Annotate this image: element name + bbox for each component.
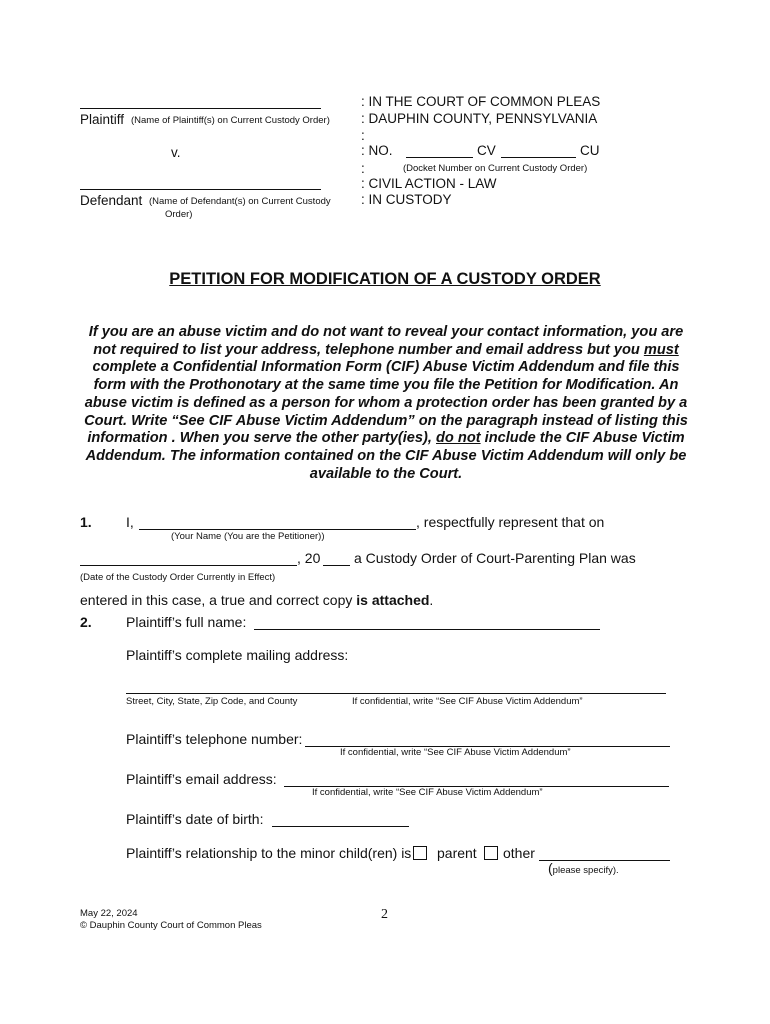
item-1-entered (80, 592, 433, 608)
parent-option-label: parent (437, 845, 477, 861)
specify-hint (548, 860, 619, 878)
document-title: PETITION FOR MODIFICATION OF A CUSTODY ORDER (169, 270, 601, 288)
defendant-hint: (Name of Defendant(s) on Current Custody (149, 196, 331, 207)
docket-cv-line[interactable] (501, 157, 576, 158)
full-name-label: Plaintiff’s full name: (126, 614, 247, 630)
versus-text: v. (171, 145, 181, 160)
petitioner-name-line[interactable] (139, 529, 416, 530)
address-confidential-hint: If confidential, write “See CIF Abuse Victim Addendum” (352, 696, 583, 707)
notice-do-not: do not (436, 430, 481, 447)
docket-hint: (Docket Number on Current Custody Order) (403, 163, 588, 174)
email-label: Plaintiff’s email address: (126, 771, 277, 787)
parent-checkbox[interactable] (413, 846, 427, 860)
docket-no-label: : NO. (361, 143, 393, 158)
plaintiff-hint: (Name of Plaintiff(s) on Current Custody Order) (131, 115, 330, 126)
defendant-hint-cont: Order) (165, 209, 193, 220)
court-line-1: : IN THE COURT OF COMMON PLEAS (361, 94, 601, 109)
notice-text-1: If you are an abuse victim and do not want to reveal your contact information, you are not required to list your address, telephone number and email address but you (88, 324, 684, 358)
order-date-line[interactable] (80, 565, 297, 566)
docket-cv-label: CV (477, 143, 496, 158)
footer-date: May 22, 2024 (80, 908, 138, 919)
specify-paren: ( (548, 860, 553, 876)
dob-label: Plaintiff’s date of birth: (126, 811, 264, 827)
mailing-address-label: Plaintiff’s complete mailing address: (126, 647, 349, 663)
address-hint: Street, City, State, Zip Code, and County (126, 696, 298, 707)
footer-copyright: © Dauphin County Court of Common Pleas (80, 920, 262, 931)
order-year-line[interactable] (323, 565, 350, 566)
entered-period: . (429, 592, 434, 608)
relationship-label: Plaintiff’s relationship to the minor child(ren) is (126, 845, 412, 861)
petitioner-name-hint: (Your Name (You are the Petitioner)) (171, 531, 325, 542)
order-date-hint: (Date of the Custody Order Currently in Effect) (80, 572, 276, 583)
mailing-address-field[interactable] (126, 693, 666, 694)
notice-text-3: include the CIF Abuse Victim Addendum. The information contained on the CIF Abuse Victim Addendum will only be available to the Court. (85, 430, 687, 482)
caption-colon-docket: : (361, 161, 365, 176)
item-2-number: 2. (80, 614, 92, 630)
phone-label: Plaintiff’s telephone number: (126, 731, 303, 747)
abuse-victim-notice (80, 324, 692, 483)
plaintiff-label: Plaintiff (80, 112, 125, 127)
civil-action-text: : CIVIL ACTION - LAW (361, 176, 497, 191)
full-name-field[interactable] (254, 629, 600, 630)
defendant-label: Defendant (80, 193, 143, 208)
plaintiff-name-line[interactable] (80, 108, 321, 109)
item-1-respectfully: , respectfully represent that on (416, 514, 605, 530)
notice-must: must (643, 341, 679, 358)
docket-cu-label: CU (580, 143, 600, 158)
other-option-label: other (503, 845, 535, 861)
phone-confidential-hint: If confidential, write “See CIF Abuse Victim Addendum” (340, 747, 571, 758)
item-1-i-label: I, (126, 514, 134, 530)
page-number: 2 (381, 907, 388, 922)
notice-text-2: complete a Confidential Information Form (CIF) Abuse Victim Addendum and file this form with the Prothonotary at the same time you file the Petition for Modification. An abuse victim is defined as a person for whom a protection order has been granted by a Court. Write “See CIF Abuse Victim Addendum” on the paragraph instead of listing this information . When you serve the other party(ies), (84, 359, 688, 447)
entered-text: entered in this case, a true and correct copy (80, 592, 357, 608)
specify-text: please specify). (552, 865, 619, 876)
item-1-year-prefix: , 20 (297, 550, 321, 566)
in-custody-text: : IN CUSTODY (361, 192, 452, 207)
email-confidential-hint: If confidential, write “See CIF Abuse Victim Addendum” (312, 787, 543, 798)
court-line-2: : DAUPHIN COUNTY, PENNSYLVANIA (361, 111, 598, 126)
caption-colon: : (361, 128, 365, 143)
docket-number-line[interactable] (406, 157, 473, 158)
dob-field[interactable] (272, 826, 409, 827)
other-checkbox[interactable] (484, 846, 498, 860)
item-1-order-text: a Custody Order of Court-Parenting Plan was (354, 550, 636, 566)
defendant-name-line[interactable] (80, 189, 321, 190)
item-1-number: 1. (80, 514, 92, 530)
attached-text: is attached (356, 592, 430, 608)
